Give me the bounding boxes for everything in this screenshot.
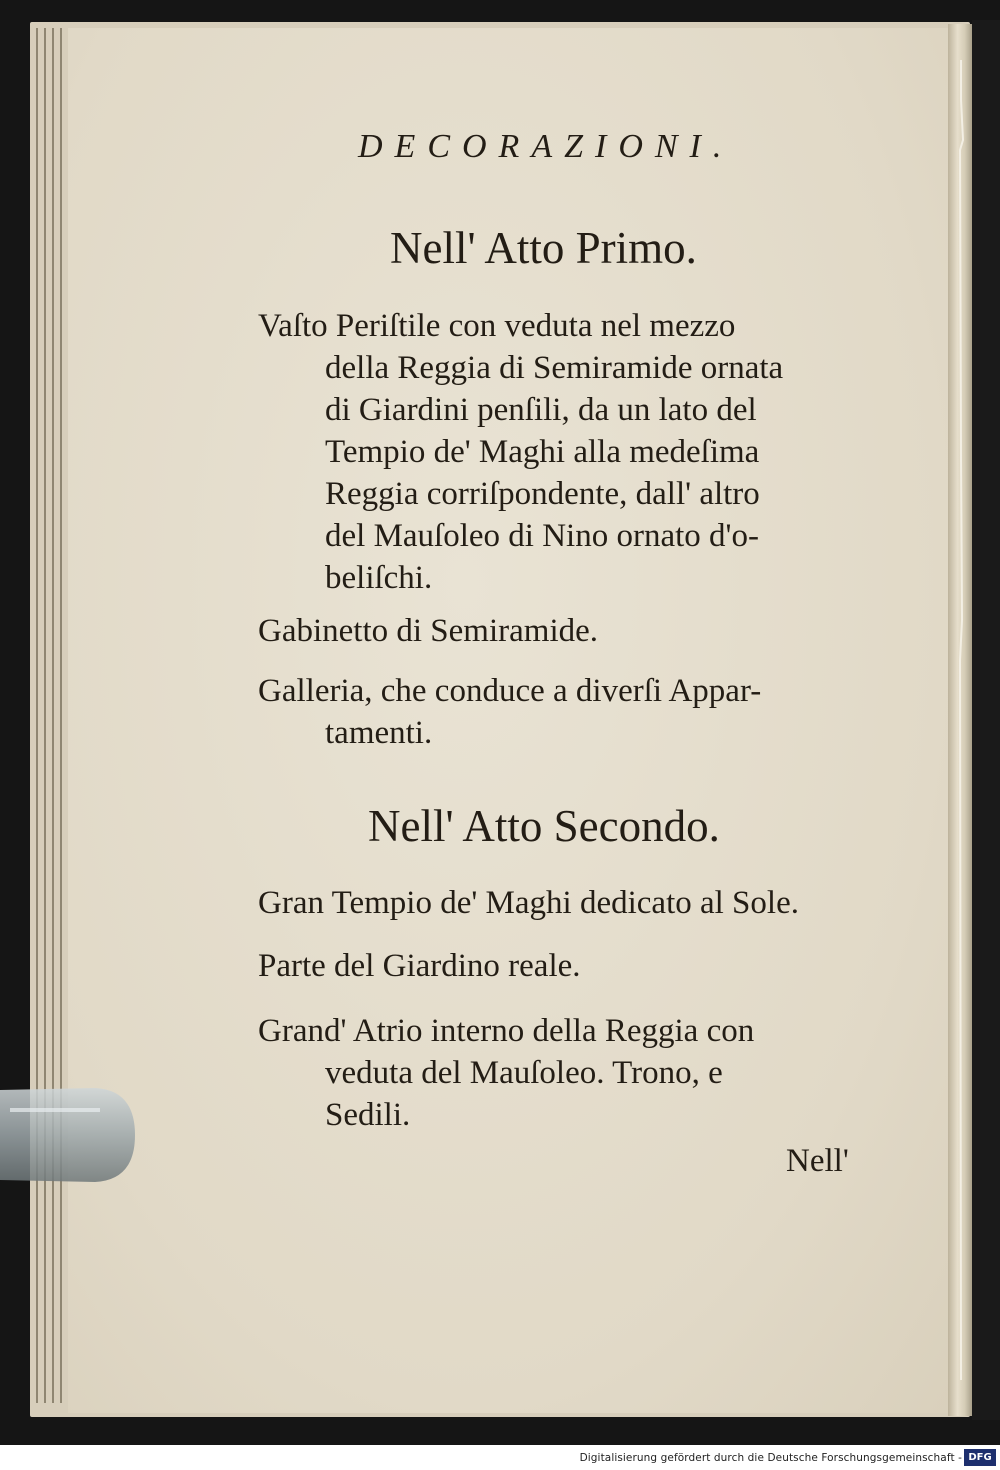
scene-line: Tempio de' Maghi alla medeſima	[325, 434, 760, 470]
catchword: Nell'	[786, 1143, 849, 1179]
scene-line: veduta del Mauſoleo. Trono, e	[325, 1055, 723, 1091]
act2-title: Nell' Atto Secondo.	[368, 801, 720, 851]
scene-line: Grand' Atrio interno della Reggia con	[258, 1013, 755, 1049]
act1-title: Nell' Atto Primo.	[390, 223, 697, 273]
page-edge-line	[52, 28, 54, 1403]
scene-line: Galleria, che conduce a diverſi Appar-	[258, 673, 762, 709]
scene-line: Vaſto Periſtile con veduta nel mezzo	[258, 308, 736, 344]
scene-line: della Reggia di Semiramide ornata	[325, 350, 784, 386]
act1-scene1	[258, 305, 864, 599]
funding-credit: Digitalisierung gefördert durch die Deutsche Forschungsgemeinschaft -	[579, 1452, 962, 1464]
dfg-logo: DFG	[964, 1449, 996, 1466]
page-edge-line	[60, 28, 62, 1403]
page-header: DECORAZIONI.	[358, 128, 734, 165]
act1-scene2: Gabinetto di Semiramide.	[258, 613, 599, 649]
scan-edge	[972, 20, 1000, 1420]
act1-scene3	[258, 670, 873, 754]
act2-scene3	[258, 1010, 864, 1136]
scene-line: Reggia corriſpondente, dall' altro	[325, 476, 760, 512]
page-edge-line	[44, 28, 46, 1403]
binding-thread	[958, 60, 964, 1380]
scene-line: tamenti.	[325, 715, 433, 751]
scene-line: Sedili.	[325, 1097, 411, 1133]
act2-scene2: Parte del Giardino reale.	[258, 948, 581, 984]
page-clip-holder	[0, 1080, 140, 1190]
page-edge-line	[36, 28, 38, 1403]
footer-bar	[0, 1445, 1000, 1470]
scene-line: del Mauſoleo di Nino ornato d'o-	[325, 518, 759, 554]
scene-line: di Giardini penſili, da un lato del	[325, 392, 757, 428]
scene-line: beliſchi.	[325, 560, 433, 596]
act2-scene1: Gran Tempio de' Maghi dedicato al Sole.	[258, 885, 799, 921]
